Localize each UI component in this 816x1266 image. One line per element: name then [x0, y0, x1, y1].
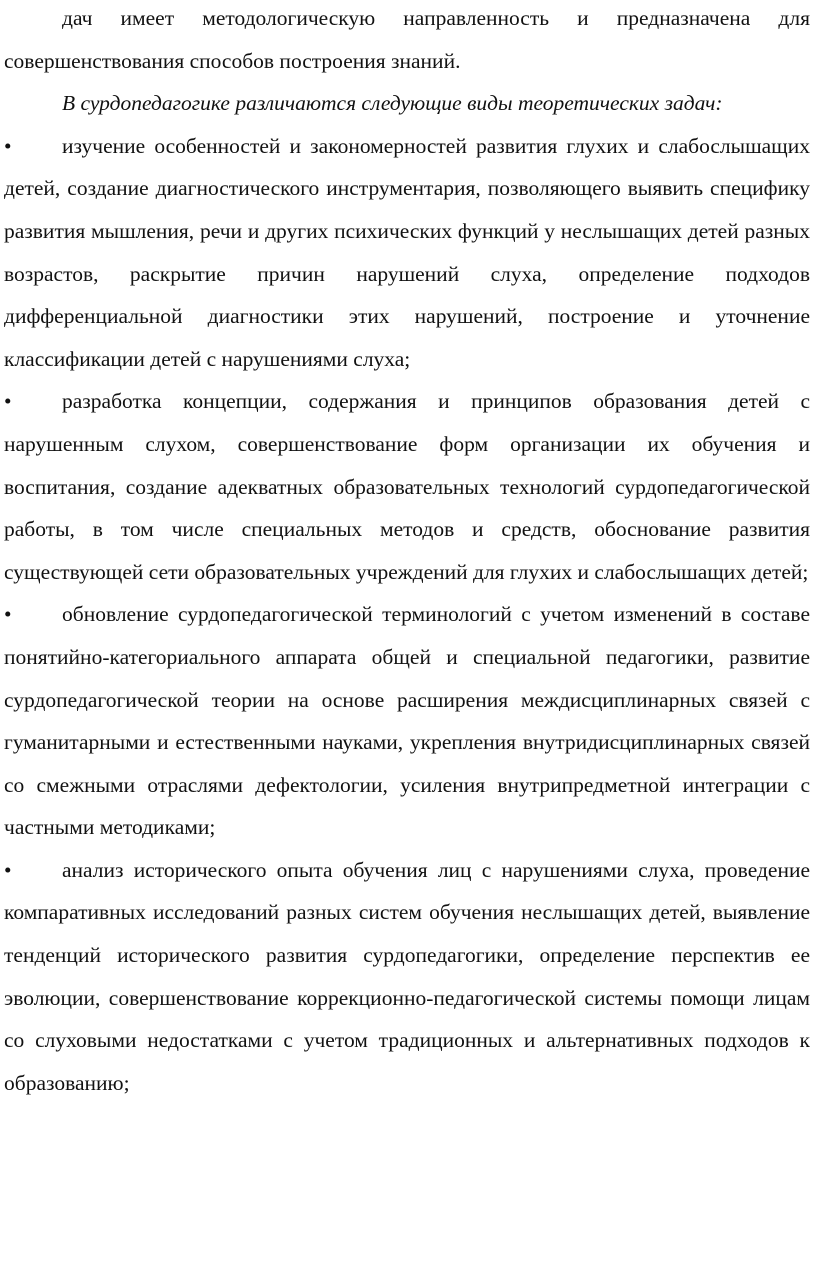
- bullet-icon: •: [4, 133, 12, 158]
- list-item: [4, 125, 810, 381]
- bullet-icon: •: [4, 389, 12, 414]
- list-item-text: анализ исторического опыта обучения лиц с нарушениями слуха, проведение компаративных исследований разных систем обучения неслышащих детей, выявление тенденций исторического развития сурдопедагогики, определение перспектив ее эволюции, совершенствование коррекционно-педагогической системы помощи лицам со слуховыми недостатками с учетом традиционных и альтернативных подходов к образованию;: [4, 857, 810, 1095]
- bullet-icon: •: [4, 857, 12, 882]
- lead-paragraph: В сурдопедагогике различаются следующие виды теоретических задач:: [62, 91, 723, 116]
- list-item-text: изучение особенностей и закономерностей развития глухих и слабослышащих детей, создание диагностического инструментария, позволяющего выявить специфику развития мышления, речи и других психических функций у неслышащих детей разных возрастов, раскрытие причин нарушений слуха, определение подходов дифференциальной диагностики этих нарушений, построение и уточнение классификации детей с нарушениями слуха;: [4, 133, 810, 371]
- list-item-text: разработка концепции, содержания и принципов образования детей с нарушенным слухом, совершенствование форм организации их обучения и воспитания, создание адекватных образовательных технологий сурдопедагогической работы, в том числе специальных методов и средств, обоснование развития существующей сети образовательных учреждений для глухих и слабослышащих детей;: [4, 389, 810, 584]
- list-item: [4, 849, 810, 1105]
- list-item-text: обновление сурдопедагогической терминологий с учетом изменений в составе понятийно-категориального аппарата общей и специальной педагогики, развитие сурдопедагогической теории на основе расширения междисциплинарных связей с гуманитарными и естественными науками, укрепления внутридисциплинарных связей со смежными отраслями дефектологии, усиления внутрипредметной интеграции с частными методиками;: [4, 602, 810, 840]
- list-item: [4, 380, 810, 593]
- bullet-icon: •: [4, 602, 12, 627]
- intro-paragraph: дач имеет методологическую направленность и предназначена для совершенствования способов построения знаний.: [4, 6, 810, 73]
- list-item: [4, 593, 810, 849]
